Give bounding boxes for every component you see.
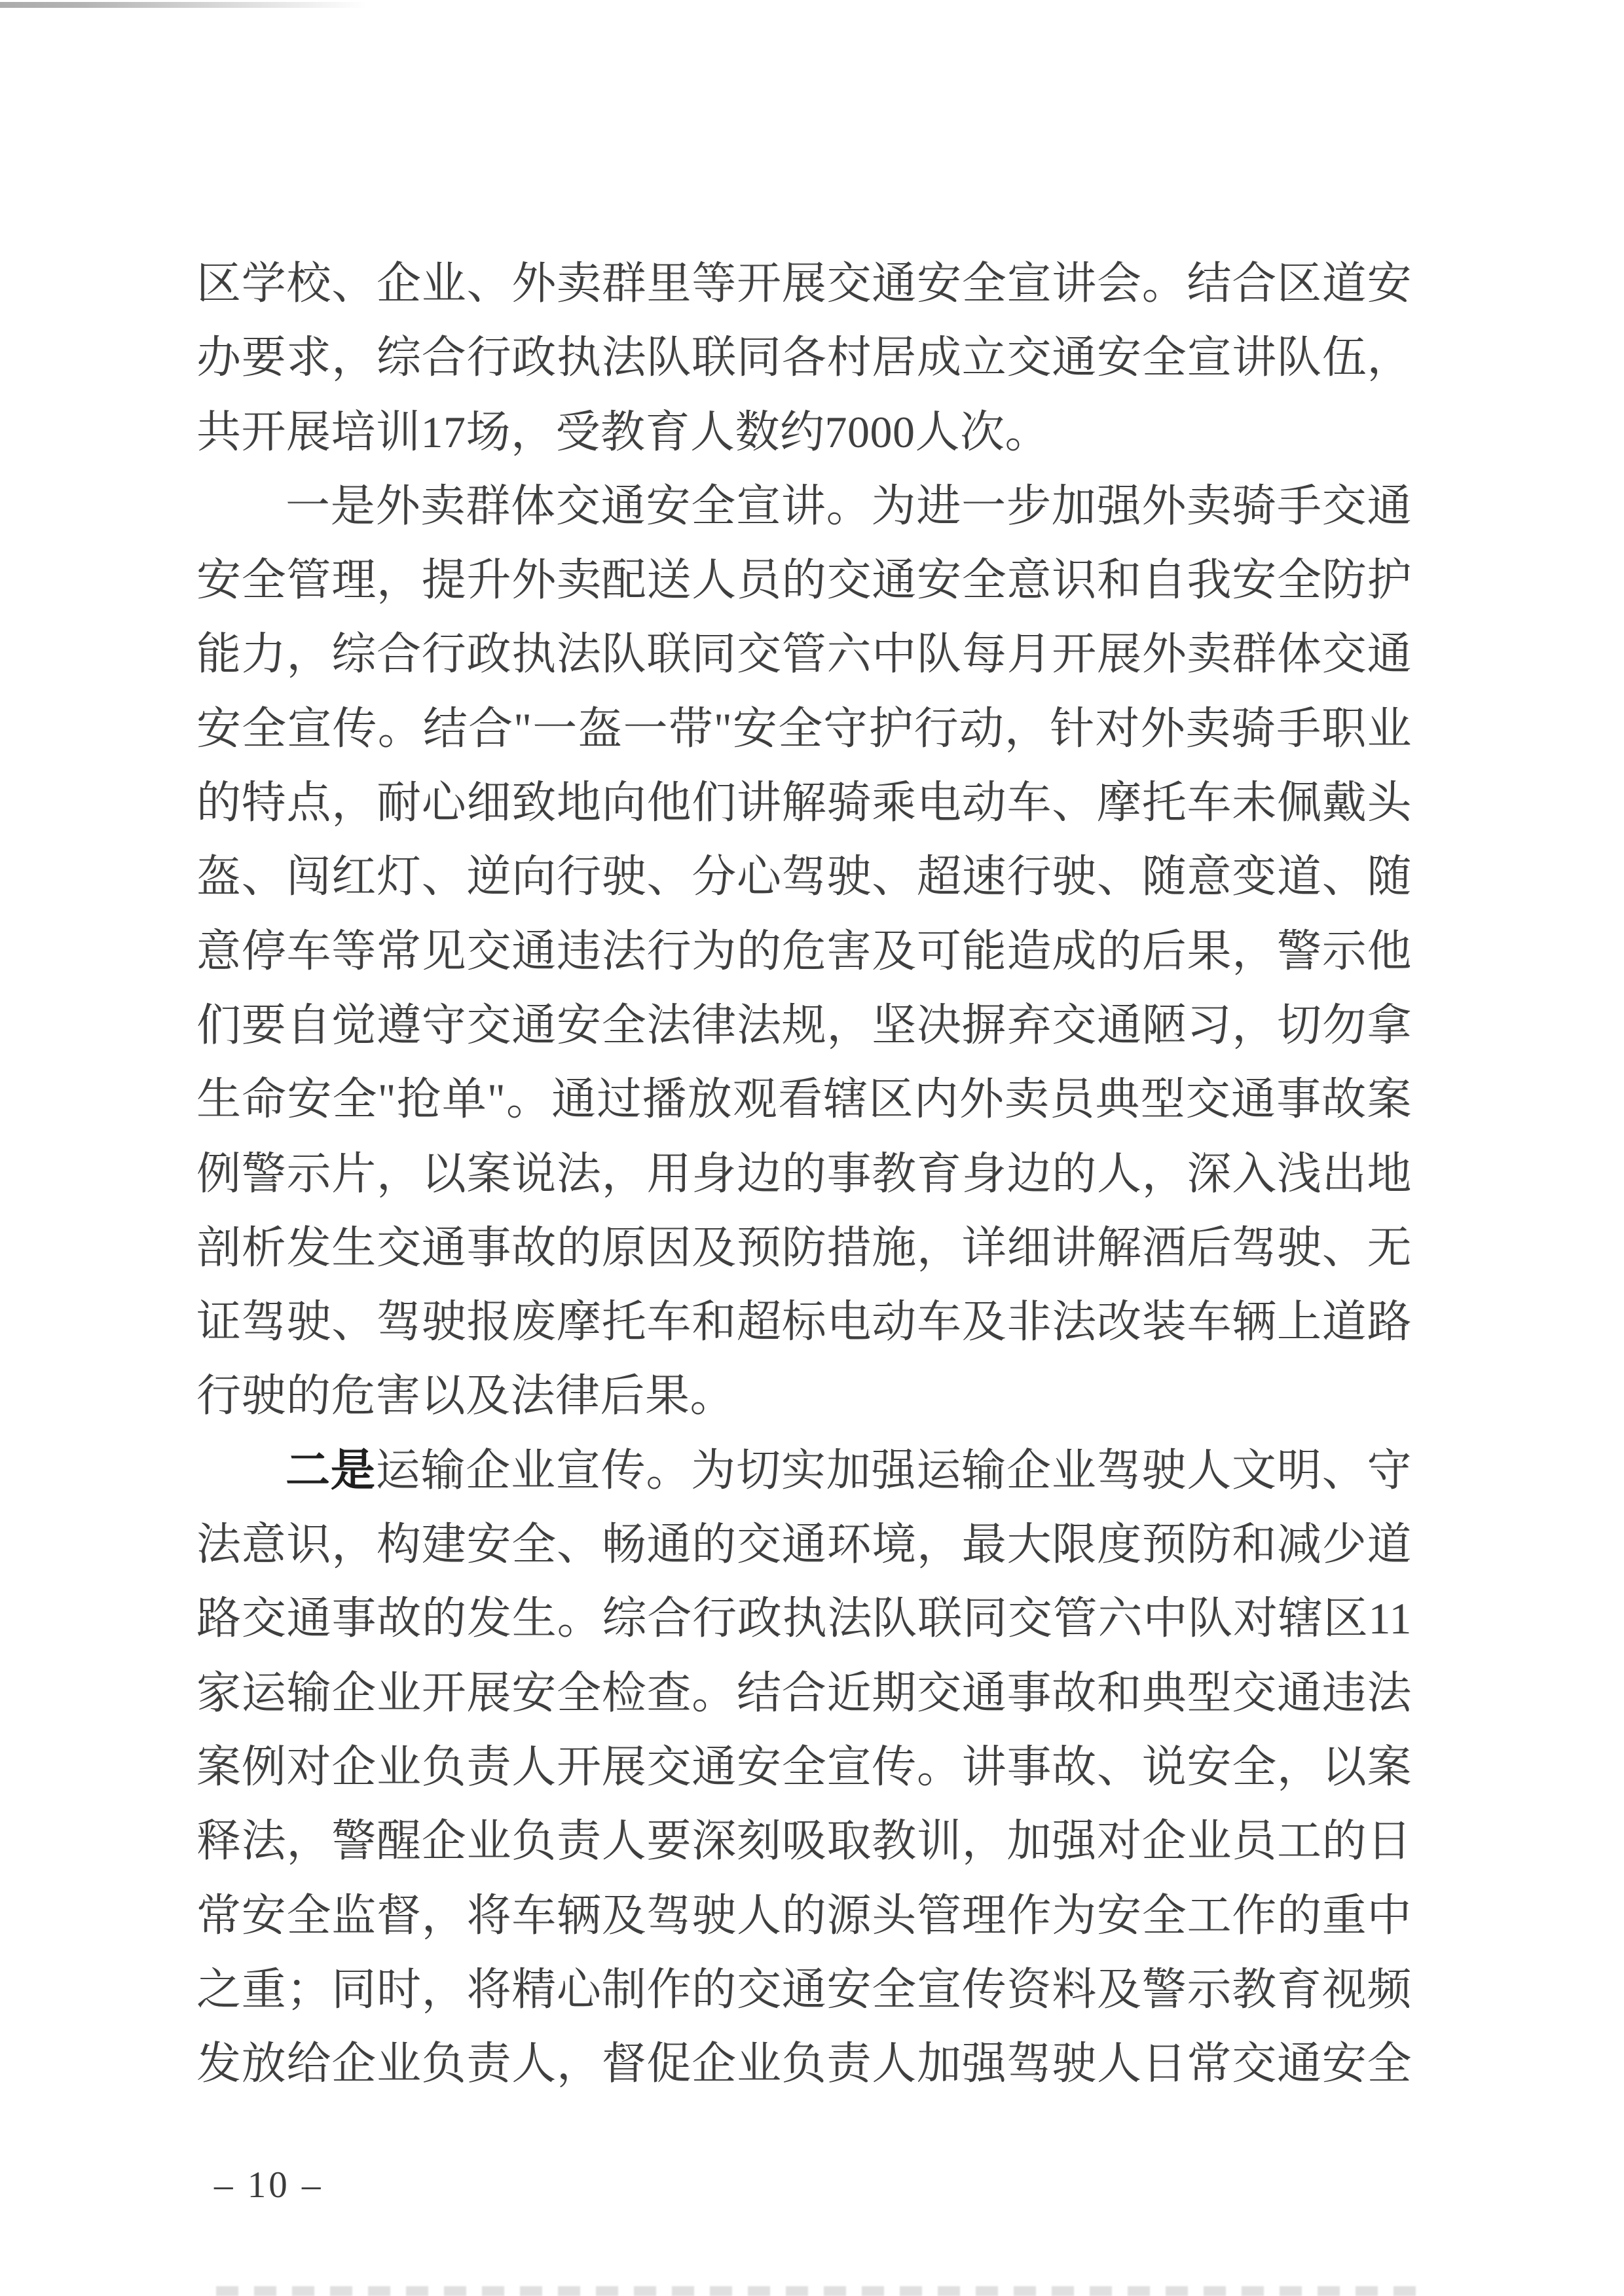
text-line <box>196 469 1412 543</box>
text-line-body: 运输企业宣传。为切实加强运输企业驾驶人文明、守 <box>375 1445 1412 1495</box>
text-line-body: 们要自觉遵守交通安全法律法规，坚决摒弃交通陋习，切勿拿 <box>196 1000 1412 1050</box>
text-line <box>196 1359 1412 1433</box>
text-line <box>196 543 1412 617</box>
text-line-body: 意停车等常见交通违法行为的危害及可能造成的后果，警示他 <box>196 926 1412 976</box>
text-line-body: 盔、闯红灯、逆向行驶、分心驾驶、超速行驶、随意变道、随 <box>196 852 1412 902</box>
text-line <box>196 395 1412 469</box>
text-line <box>196 1804 1412 1878</box>
text-line <box>196 1063 1412 1137</box>
text-line <box>196 692 1412 766</box>
text-line <box>196 1730 1412 1804</box>
page-footer <box>214 2166 323 2205</box>
text-line <box>196 1211 1412 1285</box>
text-line <box>196 915 1412 989</box>
text-line-body: 办要求，综合行政执法队联同各村居成立交通安全宣讲队伍， <box>196 333 1412 383</box>
text-line <box>196 1434 1412 1508</box>
text-line-body: 共开展培训17场，受教育人数约7000人次。 <box>196 407 1050 457</box>
text-line-body: 剖析发生交通事故的原因及预防措施，详细讲解酒后驾驶、无 <box>196 1222 1412 1273</box>
text-line <box>196 1508 1412 1582</box>
text-line <box>196 989 1412 1063</box>
text-line-body: 证驾驶、驾驶报废摩托车和超标电动车及非法改装车辆上道路 <box>196 1297 1412 1347</box>
text-line <box>196 1879 1412 1953</box>
page-number: – 10 – <box>214 2164 323 2206</box>
text-line-body: 释法，警醒企业负责人要深刻吸取教训，加强对企业员工的日 <box>196 1816 1412 1867</box>
text-line <box>196 1953 1412 2027</box>
text-line-body: 一是外卖群体交通安全宣讲。为进一步加强外卖骑手交通 <box>286 481 1412 531</box>
text-line <box>196 766 1412 840</box>
text-line-body: 安全管理，提升外卖配送人员的交通安全意识和自我安全防护 <box>196 555 1412 606</box>
text-line-body: 生命安全"抢单"。通过播放观看辖区内外卖员典型交通事故案 <box>196 1074 1412 1125</box>
text-line <box>196 247 1412 321</box>
scan-artifact-bottom-bleed <box>216 2286 1428 2296</box>
text-line-body: 能力，综合行政执法队联同交管六中队每月开展外卖群体交通 <box>196 629 1412 680</box>
text-line-body: 例警示片，以案说法，用身边的事教育身边的人，深入浅出地 <box>196 1148 1412 1199</box>
text-line <box>196 617 1412 691</box>
text-line <box>196 321 1412 395</box>
scan-artifact-top-edge <box>0 2 367 8</box>
text-line-body: 发放给企业负责人，督促企业负责人加强驾驶人日常交通安全 <box>196 2039 1412 2089</box>
text-line-body: 区学校、企业、外卖群里等开展交通安全宣讲会。结合区道安 <box>196 259 1412 308</box>
text-line-body: 安全宣传。结合"一盔一带"安全守护行动，针对外卖骑手职业 <box>196 703 1412 754</box>
text-line-body: 案例对企业负责人开展交通安全宣传。讲事故、说安全，以案 <box>196 1741 1412 1792</box>
text-line <box>196 2027 1412 2101</box>
text-line-body: 的特点，耐心细致地向他们讲解骑乘电动车、摩托车未佩戴头 <box>196 778 1412 828</box>
text-line-body: 之重；同时，将精心制作的交通安全宣传资料及警示教育视频 <box>196 1964 1412 2014</box>
text-line <box>196 840 1412 914</box>
text-line-body: 路交通事故的发生。综合行政执法队联同交管六中队对辖区11 <box>196 1594 1412 1644</box>
text-line-body: 法意识，构建安全、畅通的交通环境，最大限度预防和减少道 <box>196 1520 1412 1570</box>
text-line-bold-lead: 二是 <box>286 1445 376 1495</box>
text-line-body: 家运输企业开展安全检查。结合近期交通事故和典型交通违法 <box>196 1667 1412 1718</box>
text-line <box>196 1137 1412 1211</box>
document-body-text <box>196 247 1412 2101</box>
text-line-body: 常安全监督，将车辆及驾驶人的源头管理作为安全工作的重中 <box>196 1890 1412 1941</box>
text-line-body: 行驶的危害以及法律后果。 <box>196 1371 735 1421</box>
text-line <box>196 1656 1412 1730</box>
text-line <box>196 1582 1412 1656</box>
text-line <box>196 1285 1412 1359</box>
